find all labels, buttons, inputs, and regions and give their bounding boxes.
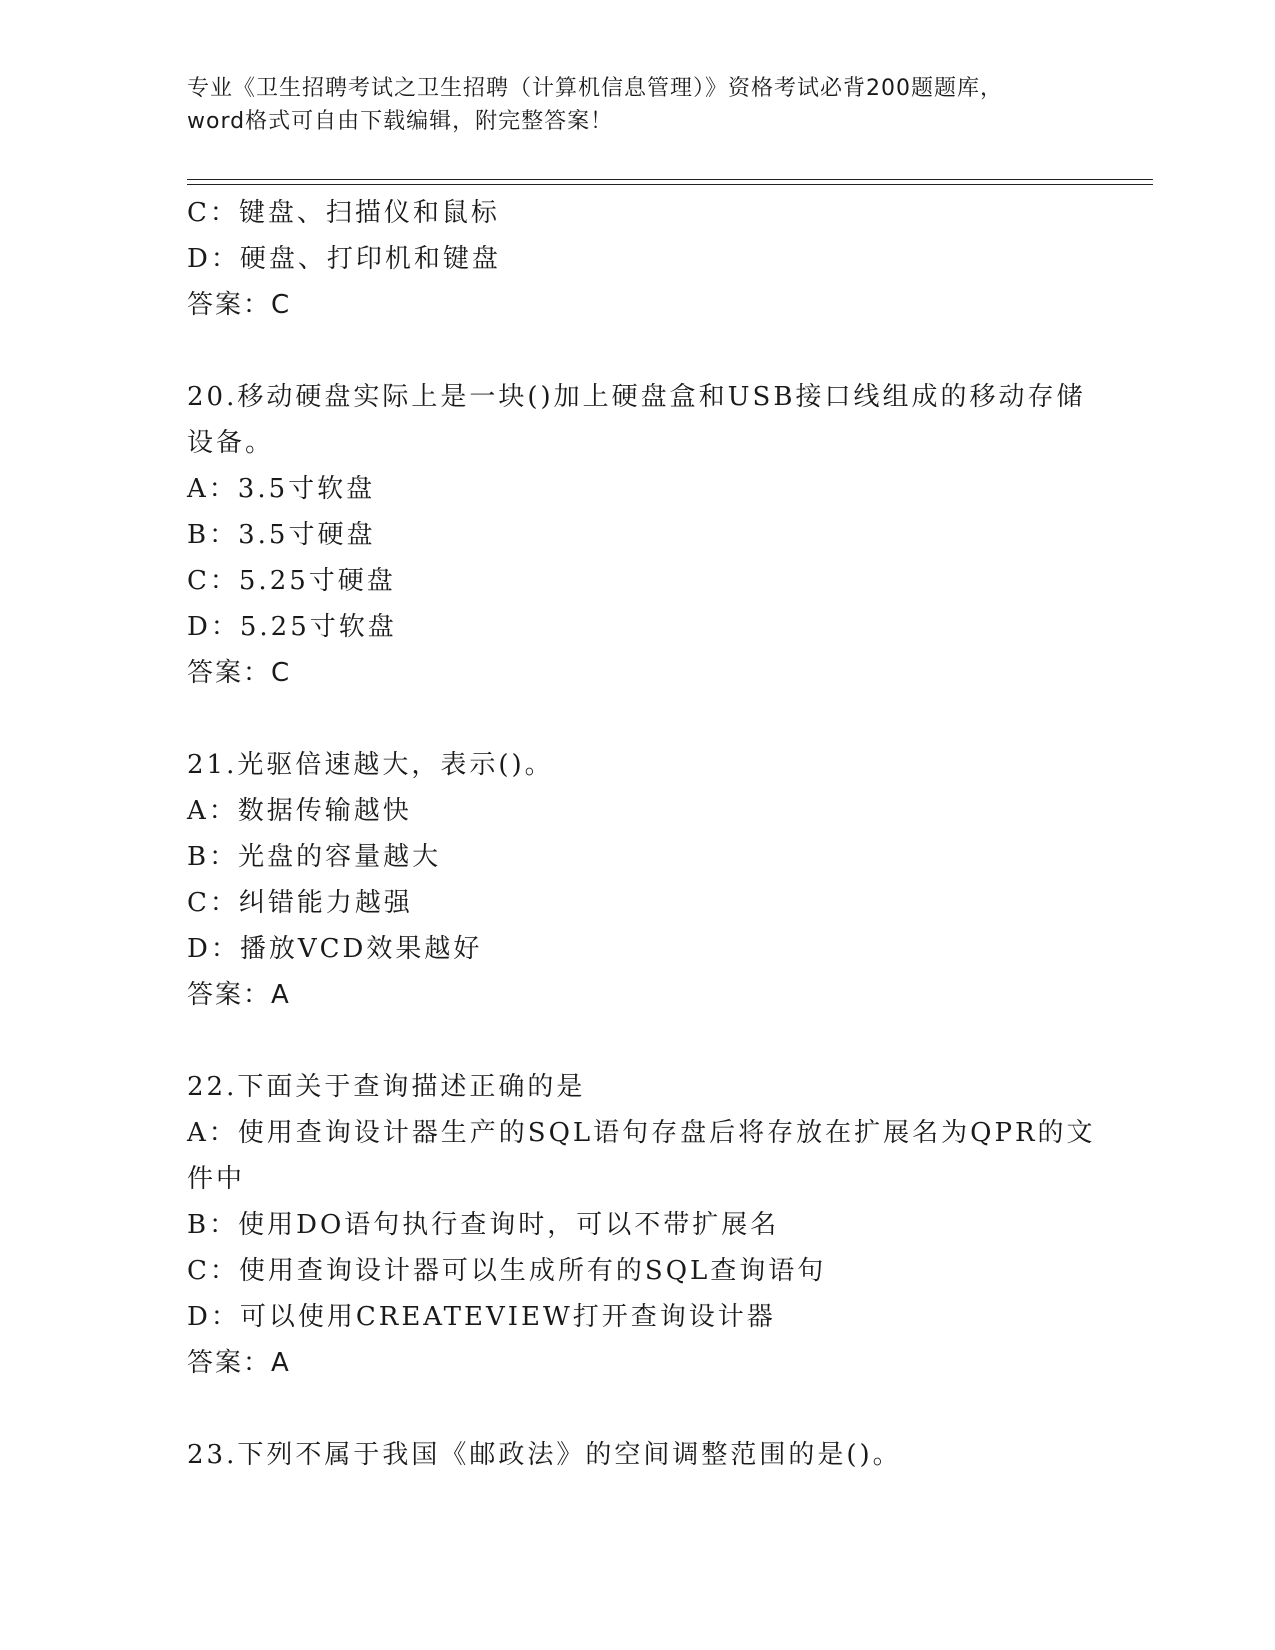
- question-20: [187, 374, 1087, 696]
- question-23: [187, 1432, 1087, 1478]
- option-d: D：5.25寸软盘: [187, 612, 397, 642]
- answer: 答案：C: [187, 658, 292, 688]
- option-c: C：键盘、扫描仪和鼠标: [187, 198, 500, 228]
- option-d: D：可以使用CREATEVIEW打开查询设计器: [187, 1302, 776, 1332]
- answer: 答案：A: [187, 1348, 291, 1378]
- option-a: A：使用查询设计器生产的SQL语句存盘后将存放在扩展名为QPR的文: [187, 1118, 1096, 1148]
- spacer: [187, 1018, 1087, 1064]
- document-header: [187, 72, 1087, 138]
- option-d: D：播放VCD效果越好: [187, 934, 483, 964]
- question-stem-continued: 设备。: [187, 428, 275, 458]
- question-stem: 21.光驱倍速越大，表示()。: [187, 750, 554, 780]
- spacer: [187, 1386, 1087, 1432]
- option-a: A：3.5寸软盘: [187, 474, 376, 504]
- spacer: [187, 328, 1087, 374]
- spacer: [187, 696, 1087, 742]
- option-d: D：硬盘、打印机和键盘: [187, 244, 501, 274]
- header-line-2: word格式可自由下载编辑，附完整答案！: [187, 109, 614, 134]
- answer: 答案：A: [187, 980, 291, 1010]
- question-stem: 23.下列不属于我国《邮政法》的空间调整范围的是()。: [187, 1440, 902, 1470]
- question-22: [187, 1064, 1096, 1386]
- question-21: [187, 742, 1087, 1018]
- option-c: C：纠错能力越强: [187, 888, 413, 918]
- option-b: B：使用DO语句执行查询时，可以不带扩展名: [187, 1210, 780, 1240]
- question-stem: 20.移动硬盘实际上是一块()加上硬盘盒和USB接口线组成的移动存储: [187, 382, 1086, 412]
- answer: 答案：C: [187, 290, 292, 320]
- option-b: B：3.5寸硬盘: [187, 520, 376, 550]
- header-line-1: 专业《卫生招聘考试之卫生招聘（计算机信息管理）》资格考试必背200题题库，: [187, 76, 1003, 101]
- option-b: B：光盘的容量越大: [187, 842, 442, 872]
- option-c: C：使用查询设计器可以生成所有的SQL查询语句: [187, 1256, 827, 1286]
- header-divider-top: [187, 179, 1153, 180]
- previous-question: [187, 190, 1087, 328]
- option-a-continued: 件中: [187, 1164, 246, 1194]
- header-divider-bottom: [187, 184, 1153, 185]
- option-a: A：数据传输越快: [187, 796, 412, 826]
- question-list: [187, 190, 1096, 1478]
- question-stem: 22.下面关于查询描述正确的是: [187, 1072, 586, 1102]
- option-c: C：5.25寸硬盘: [187, 566, 396, 596]
